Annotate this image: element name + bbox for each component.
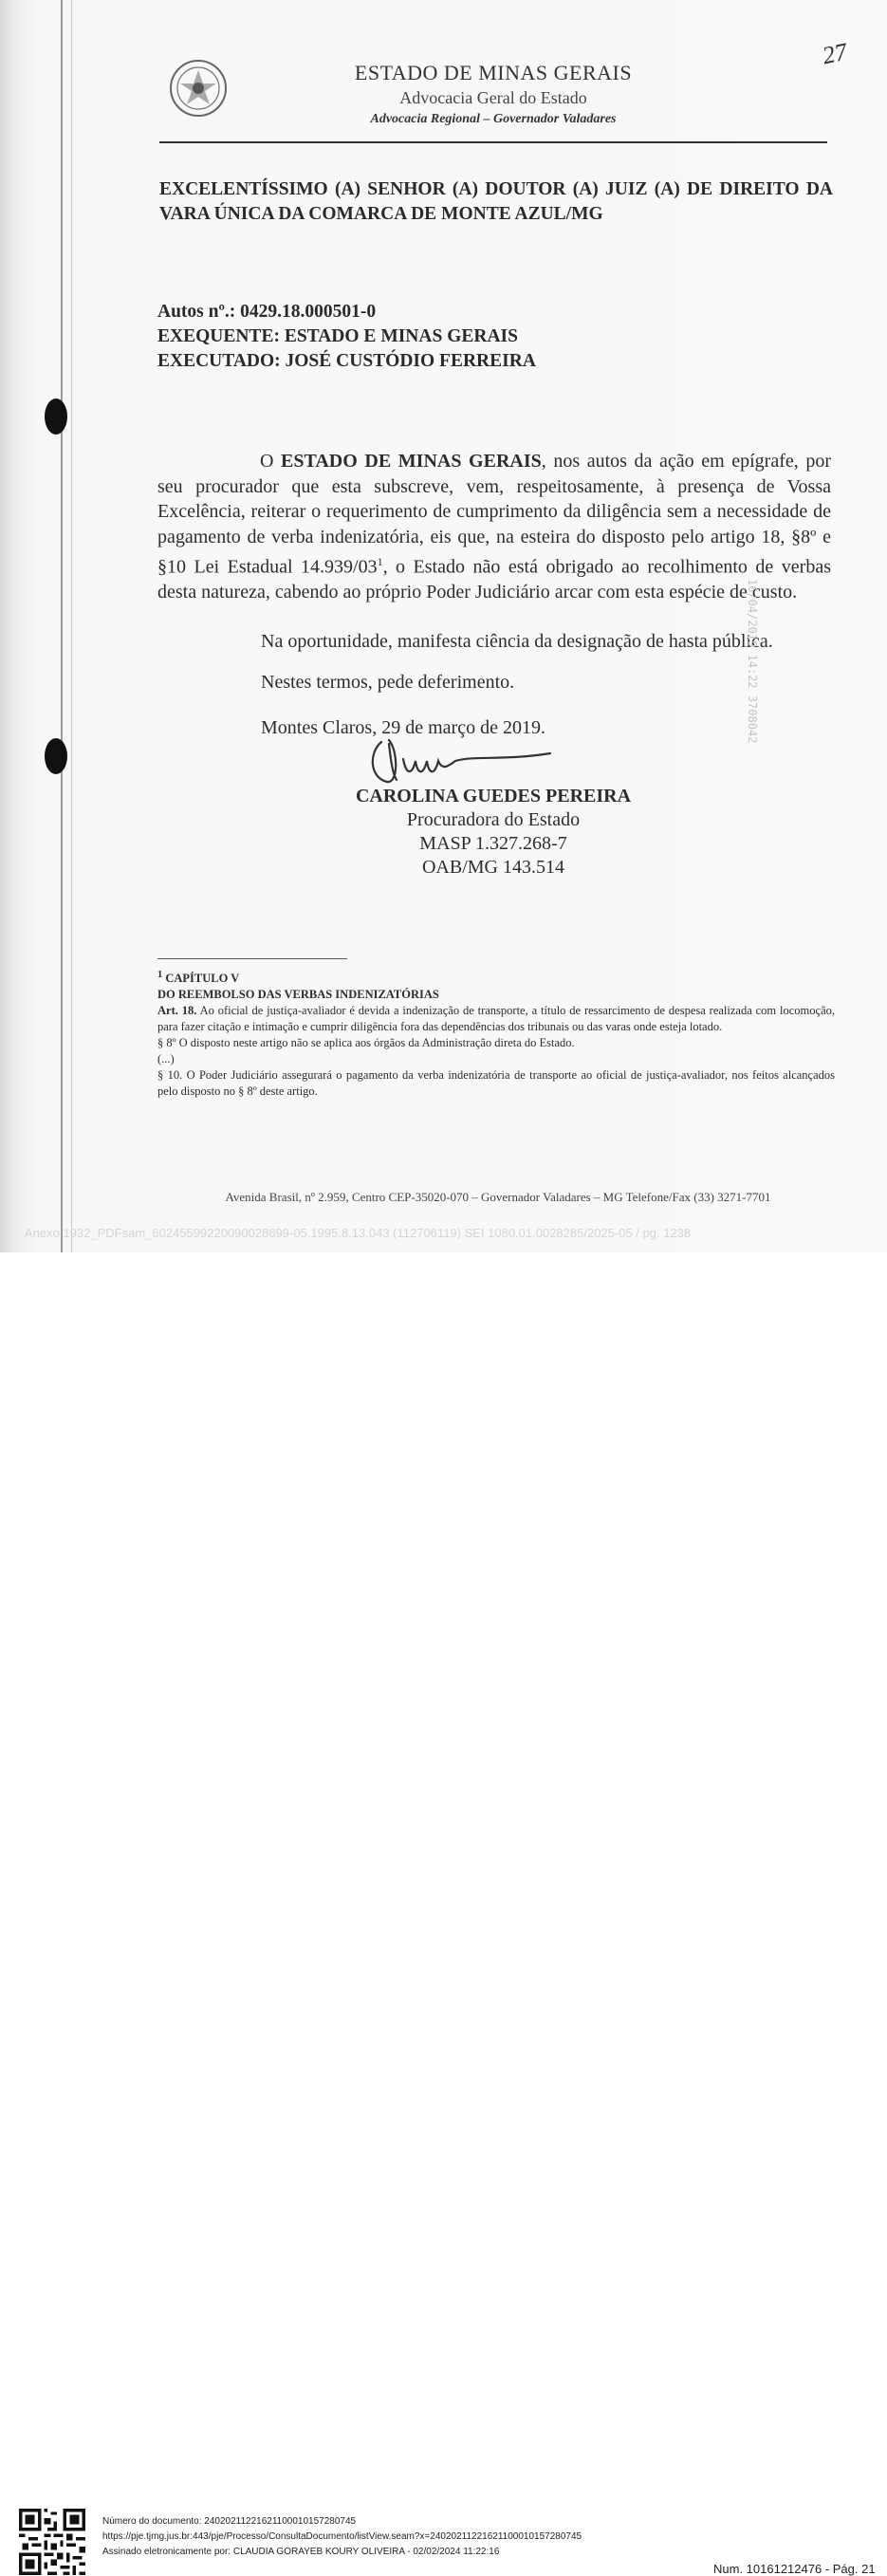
punch-hole-top (45, 398, 67, 435)
header-divider (159, 141, 827, 143)
case-defendant: EXECUTADO: JOSÉ CUSTÓDIO FERREIRA (157, 351, 536, 371)
office-address: Avenida Brasil, nº 2.959, Centro CEP-35020-070 – Governador Valadares – MG Telefone/Fax (33) 3271-7701 (225, 1190, 771, 1204)
document-url[interactable]: https://pje.tjmg.jus.br:443/pje/Processo/ConsultaDocumento/listView.seam?x=24020211221621100010157280745 (102, 2531, 582, 2542)
paragraph-text-1: , nos autos da ação em epígrafe, por seu procurador que esta subscreve, vem, respeitosamente, à presença de Vossa Excelência, reiterar o requerimento de cumprimento da diligência sem a necessidade de pagamento de verba indenizatória, eis que, na esteira do disposto pelo artigo 18, §8º e §10 Lei Estadual 14.939/03 (157, 451, 831, 578)
handwritten-signature (360, 732, 569, 789)
footnote (157, 967, 835, 1100)
paragraph-auction: Na oportunidade, manifesta ciência da designação de hasta pública. (261, 631, 773, 652)
paragraph-request: Nestes termos, pede deferimento. (261, 672, 515, 693)
letterhead-agency: Advocacia Geral do Estado (399, 88, 587, 107)
case-plaintiff: EXEQUENTE: ESTADO E MINAS GERAIS (157, 326, 518, 346)
signer-masp: MASP 1.327.268-7 (419, 833, 567, 854)
footnote-article-text: Ao oficial de justiça-avaliador é devida a indenização de transporte, a título de ressarcimento de despesa realizada com locomoção, para fazer citação e intimação e cumprir diligência fora das dependências dos tribunais ou das varas onde esteja lotado. (157, 1004, 835, 1034)
footnote-chapter: CAPÍTULO V (165, 972, 240, 986)
binder-edge-line (61, 0, 63, 1252)
handwritten-page-number: 27 (820, 37, 850, 70)
signer-role: Procuradora do Estado (406, 809, 581, 830)
petition-paragraph (157, 449, 831, 605)
paragraph-text-2: , o Estado não está obrigado ao recolhimento de verbas desta natureza, cabendo ao próprio Poder Judiciário arcar com esta espécie de custo. (157, 556, 831, 603)
state-seal-icon (169, 59, 228, 118)
electronic-signature-bar (0, 1252, 887, 2576)
signer-name: CAROLINA GUEDES PEREIRA (355, 786, 632, 806)
letterhead-regional: Advocacia Regional – Governador Valadares (370, 112, 617, 126)
addressee: EXCELENTÍSSIMO (A) SENHOR (A) DOUTOR (A) JUIZ (A) DE DIREITO DA VARA ÚNICA DA COMARCA DE MONTE AZUL/MG (159, 179, 833, 224)
footnote-divider (157, 958, 347, 959)
page-number: Num. 10161212476 - Pág. 21 (713, 2562, 876, 2576)
footnote-title: DO REEMBOLSO DAS VERBAS INDENIZATÓRIAS (157, 988, 439, 1002)
footnote-article-label: Art. 18. (157, 1004, 197, 1018)
footnote-paragraph-8: § 8º O disposto neste artigo não se aplica aos órgãos da Administração direta do Estado. (157, 1036, 575, 1050)
document-number: Número do documento: 24020211221621100010157280745 (102, 2516, 357, 2527)
footnote-marker: 1 (157, 970, 163, 980)
protocol-stamp: 16/04/2019 14:22 3708042 (746, 579, 759, 744)
document-signed-by: Assinado eletronicamente por: CLAUDIA GORAYEB KOURY OLIVEIRA - 02/02/2024 11:22:16 (102, 2547, 500, 2557)
case-number: Autos nº.: 0429.18.000501-0 (157, 302, 377, 322)
binder-edge-line-inner (71, 0, 72, 1252)
letterhead-state: ESTADO DE MINAS GERAIS (354, 61, 633, 84)
scanned-page (0, 0, 887, 1252)
paragraph-lead: O (260, 451, 274, 472)
footnote-reference: 1 (377, 555, 383, 568)
footnote-ellipsis: (...) (157, 1052, 175, 1066)
party-name: ESTADO DE MINAS GERAIS (281, 451, 542, 472)
letterhead (313, 61, 674, 127)
place-date: Montes Claros, 29 de março de 2019. (261, 717, 545, 738)
case-info (157, 300, 536, 374)
signature-block (332, 785, 655, 880)
document-metadata (102, 2514, 582, 2560)
signer-oab: OAB/MG 143.514 (421, 857, 564, 878)
punch-hole-bottom (45, 738, 67, 774)
annex-watermark: Anexo 1932_PDFsam_6024559922009002869​9-05.1995.8.13.043 (112706119) SEI 1080.01.0028285/2025-05 / pg. 1238 (25, 1226, 692, 1240)
footnote-paragraph-10: § 10. O Poder Judiciário assegurará o pagamento da verba indenizatória de transporte ao oficial de justiça-avaliador, nos feitos alcançados pelo disposto no § 8º deste artigo. (157, 1068, 835, 1099)
qr-code-icon[interactable] (19, 2509, 85, 2575)
